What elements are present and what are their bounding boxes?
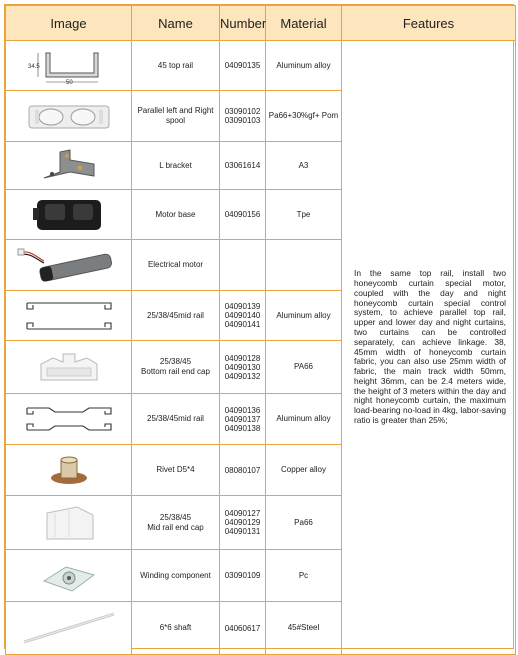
part-material: Aluminum alloy (266, 291, 342, 341)
part-name: Motor base (132, 190, 220, 240)
features-description: In the same top rail, install two honeycomb curtain special motor, coupled with the day and night honeycomb curtain special control system, to achieve parallel top rail, upper and lower day and night curtains, two curtains can be controlled separately, can achieve linkage. 38, 45mm width of honeycomb curtain fabric, you can also use 25mm width of fabric, the main track width 50mm, height 36mm, can be 2.4 meters wide, the height of 3 meters within the day and night honeycomb curtain, the maximum load-bearing no-load in 4kg, labor-saving ratio is greater than 25%; (342, 41, 516, 655)
part-name: Winding component (132, 550, 220, 602)
part-material (266, 240, 342, 291)
part-name: 25/38/45 Bottom rail end cap (132, 341, 220, 394)
part-material: Pc (266, 550, 342, 602)
motor-image (6, 240, 132, 291)
part-number: 08080107 (220, 445, 266, 496)
mid-end-cap-image (6, 496, 132, 550)
part-number: 03061614 (220, 142, 266, 190)
part-number: 04090156 (220, 190, 266, 240)
header-material: Material (266, 6, 342, 41)
part-number: 03090109 (220, 550, 266, 602)
mid-rail-image (6, 291, 132, 341)
product-spec-table (5, 5, 516, 655)
part-number: 04090128 04090130 04090132 (220, 341, 266, 394)
part-name: Rivet D5*4 (132, 445, 220, 496)
part-name: 25/38/45mid rail (132, 394, 220, 445)
part-name: 25/38/45mid rail (132, 291, 220, 341)
header-features: Features (342, 6, 516, 41)
part-number (220, 240, 266, 291)
part-name: 45 top rail (132, 41, 220, 91)
part-number: 03090102 03090103 (220, 91, 266, 142)
part-material: Copper alloy (266, 445, 342, 496)
dim-width: 50 (65, 79, 73, 85)
dim-height: 34.5 (27, 63, 40, 70)
header-row (6, 6, 516, 41)
part-name: 25/38/45 Mid rail end cap (132, 496, 220, 550)
spool-image (6, 91, 132, 142)
part-material: PA66 (266, 341, 342, 394)
rivet-image (6, 445, 132, 496)
part-number: 04090139 04090140 04090141 (220, 291, 266, 341)
part-name: L bracket (132, 142, 220, 190)
product-spec-table-frame (4, 4, 514, 649)
motor-base-image (6, 190, 132, 240)
winding-image (6, 550, 132, 602)
header-name: Name (132, 6, 220, 41)
top-rail-image (6, 41, 132, 91)
table-row (6, 41, 516, 91)
part-number: 04090127 04090129 04090131 (220, 496, 266, 550)
bottom-end-cap-image (6, 341, 132, 394)
part-number: 04060617 (220, 602, 266, 655)
mid-rail-2-image (6, 394, 132, 445)
part-material: Aluminum alloy (266, 394, 342, 445)
part-number: 04090135 (220, 41, 266, 91)
header-number: Number (220, 6, 266, 41)
part-material: 45#Steel (266, 602, 342, 655)
part-material: A3 (266, 142, 342, 190)
l-bracket-image (6, 142, 132, 190)
part-material: Pa66 (266, 496, 342, 550)
header-image: Image (6, 6, 132, 41)
part-name: Parallel left and Right spool (132, 91, 220, 142)
part-name: Electrical motor (132, 240, 220, 291)
part-material: Pa66+30%gf+ Pom (266, 91, 342, 142)
part-number: 04090136 04090137 04090138 (220, 394, 266, 445)
part-material: Aluminum alloy (266, 41, 342, 91)
shaft-image (6, 602, 132, 655)
part-material: Tpe (266, 190, 342, 240)
part-name: 6*6 shaft (132, 602, 220, 655)
